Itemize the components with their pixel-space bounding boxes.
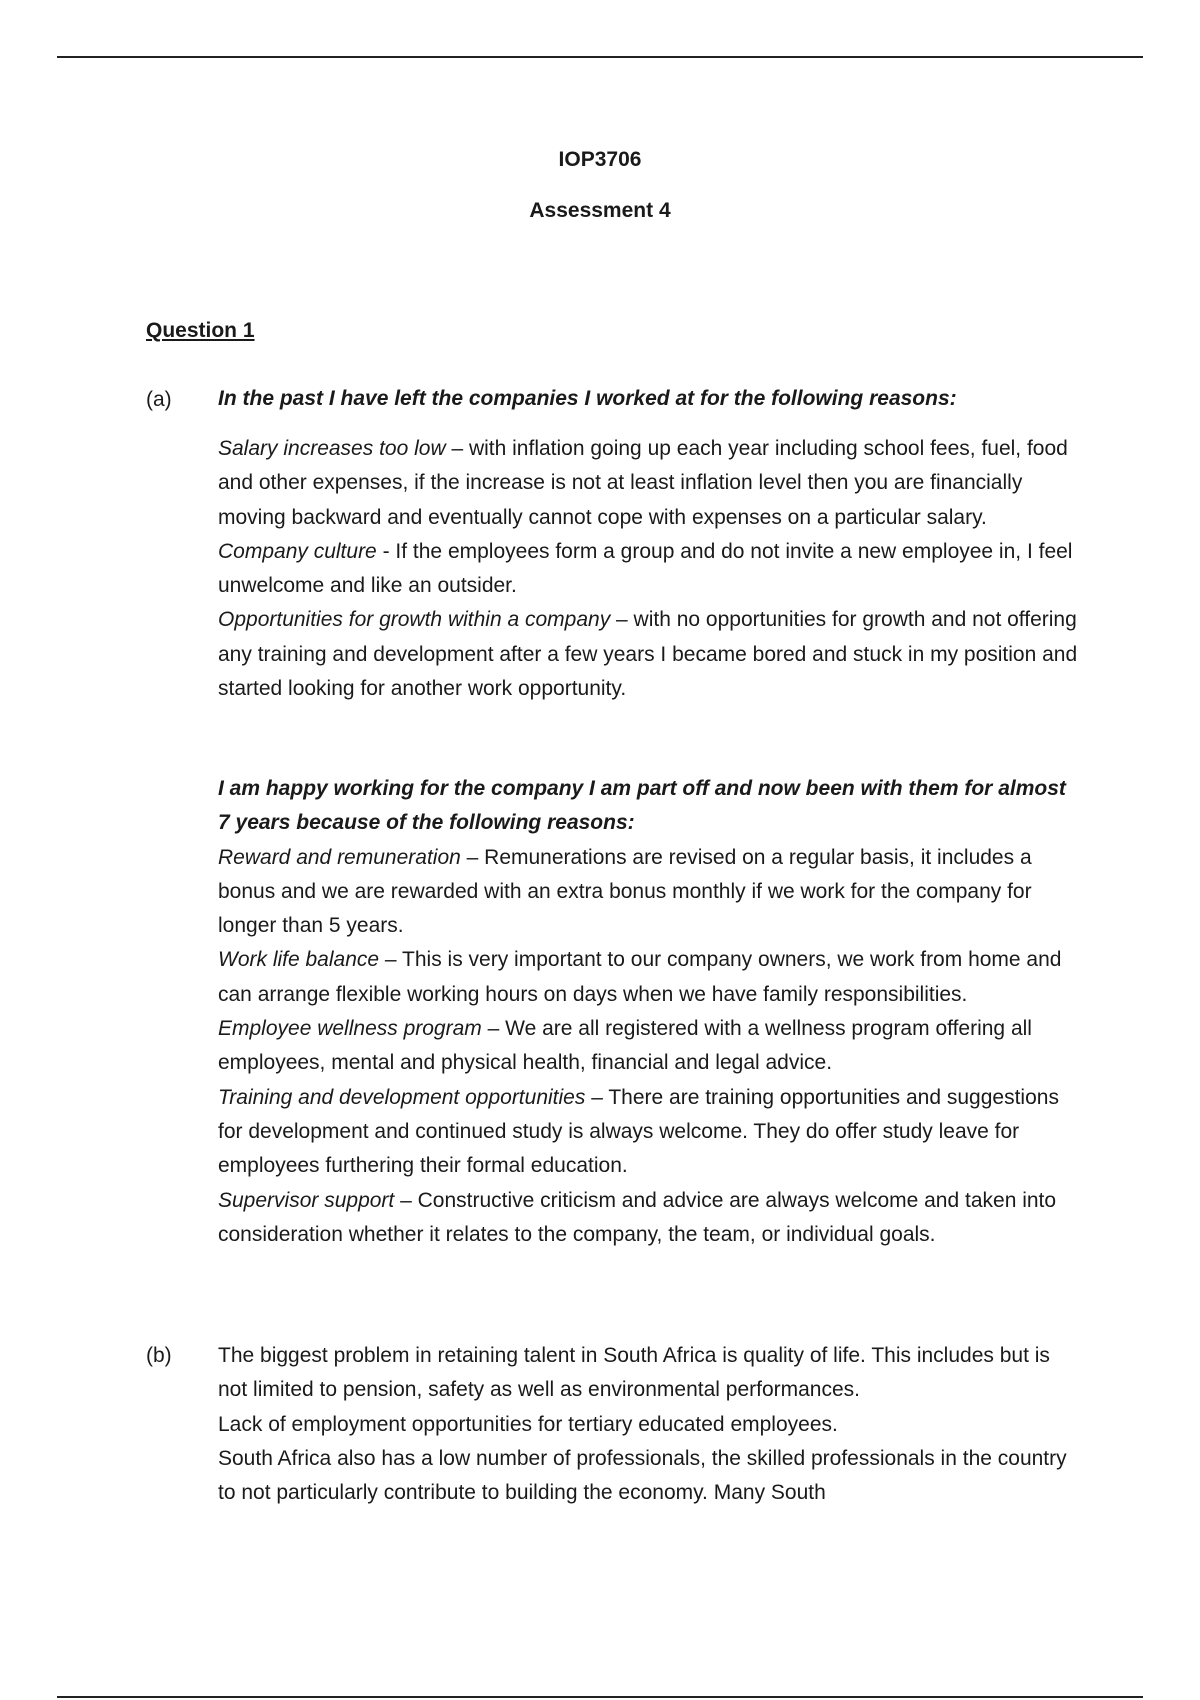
reason-stay-item <box>218 1081 1078 1184</box>
reason-term: Company culture <box>218 539 377 563</box>
reason-left-item <box>218 535 1078 604</box>
reason-term: Work life balance <box>218 948 380 972</box>
reason-text: – Constructive criticism and advice are always welcome and taken into consideration whether it relates to the company, the team, or individual goals. <box>218 1188 1057 1246</box>
reason-left-item <box>218 603 1078 706</box>
reason-term: Supervisor support <box>218 1188 395 1212</box>
reason-term: Salary increases too low <box>218 437 446 460</box>
part-b-marker: (b) <box>146 1344 172 1367</box>
reason-stay-item <box>218 1012 1078 1081</box>
part-b-answer <box>218 1339 1078 1510</box>
reason-term: Employee wellness program <box>218 1017 482 1041</box>
reason-text: – We are all registered with a wellness program offering all employees, mental and physical health, financial and legal advice. <box>218 1017 1032 1075</box>
reason-text: – with no opportunities for growth and not offering any training and development after a few years I became bored and stuck in my position and started looking for another work opportunity. <box>218 608 1078 701</box>
reason-left-item <box>218 432 1078 535</box>
reason-text: – There are training opportunities and suggestions for development and continued study is always welcome. They do offer study leave for employees furthering their formal education. <box>218 1085 1059 1178</box>
part-a-marker: (a) <box>146 388 172 411</box>
reasons-stay-list <box>218 772 1078 1252</box>
reason-text: – Remunerations are revised on a regular basis, it includes a bonus and we are rewarded with an extra bonus monthly if we work for the company for longer than 5 years. <box>218 845 1032 938</box>
reason-term: Opportunities for growth within a company <box>218 608 611 632</box>
reason-stay-item <box>218 841 1078 944</box>
happy-heading: I am happy working for the company I am part off and now been with them for almost 7 years because of the following reasons: <box>218 777 1066 835</box>
reason-text: – This is very important to our company owners, we work from home and can arrange flexible working hours on days when we have family responsibilities. <box>218 948 1062 1006</box>
part-a-heading-text: In the past I have left the companies I worked at for the following reasons: <box>218 387 957 410</box>
reason-stay-item <box>218 1184 1078 1253</box>
assessment-title: Assessment 4 <box>529 199 671 222</box>
reason-term: Training and development opportunities <box>218 1085 586 1109</box>
part-a-heading <box>218 382 1078 416</box>
question-heading: Question 1 <box>146 319 255 342</box>
reason-text: – with inflation going up each year including school fees, fuel, food and other expenses, if the increase is not at least inflation level then you are financially moving backward and eventually cannot cope with expenses on a particular salary. <box>218 437 1068 529</box>
reason-stay-item <box>218 943 1078 1012</box>
part-b-paragraph: Lack of employment opportunities for tertiary educated employees. <box>218 1412 838 1436</box>
reasons-left-list <box>218 432 1078 706</box>
part-b-paragraph: South Africa also has a low number of professionals, the skilled professionals in the country to not particularly contribute to building the economy. Many South <box>218 1446 1067 1505</box>
reason-term: Reward and remuneration <box>218 845 461 869</box>
bottom-rule <box>57 1696 1143 1698</box>
reason-text: - If the employees form a group and do not invite a new employee in, I feel unwelcome and like an outsider. <box>218 539 1073 598</box>
course-code: IOP3706 <box>558 148 642 171</box>
top-rule <box>57 56 1143 58</box>
part-b-paragraph: The biggest problem in retaining talent in South Africa is quality of life. This includes but is not limited to pension, safety as well as environmental performances. <box>218 1344 1050 1402</box>
